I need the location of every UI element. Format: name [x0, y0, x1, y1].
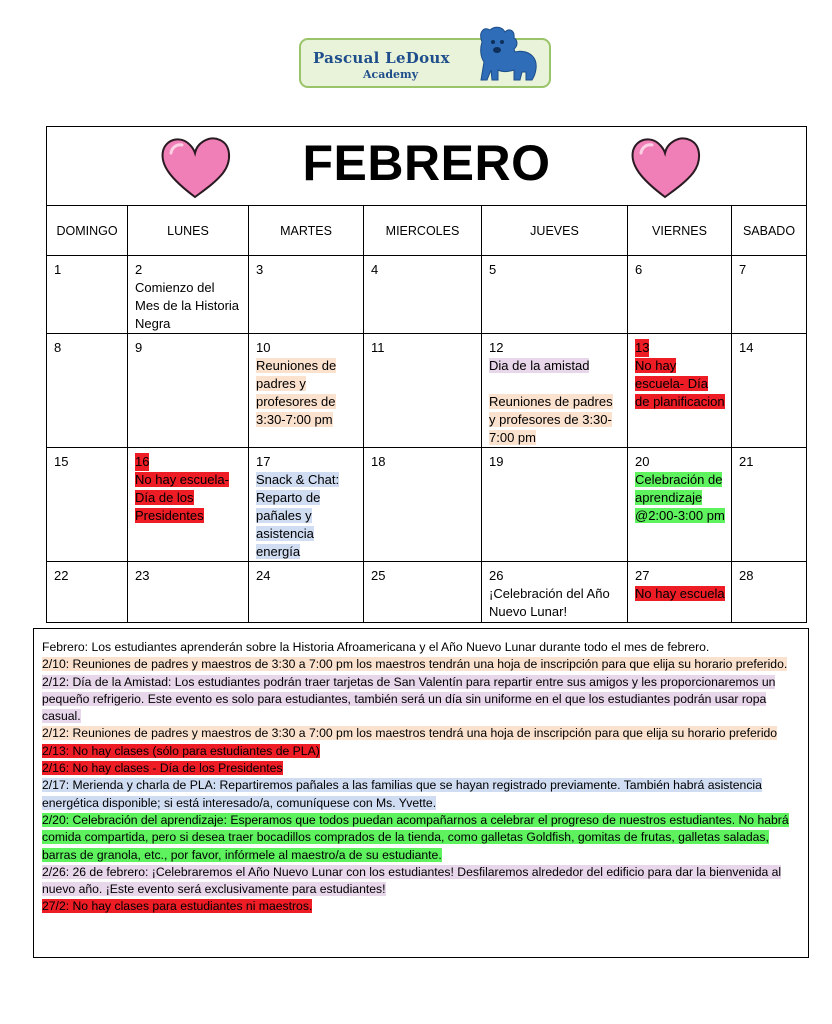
calendar-week-row [47, 256, 807, 334]
calendar-day-cell [628, 448, 732, 562]
note-line [42, 812, 800, 864]
day-number: 6 [635, 262, 643, 277]
day-number: 8 [54, 340, 62, 355]
day-number: 12 [489, 340, 504, 355]
calendar-day-cell [128, 334, 249, 448]
note-line [42, 898, 800, 915]
calendar-day-cell [482, 256, 628, 334]
weekday-header: SABADO [732, 206, 807, 256]
weekday-header: MIERCOLES [364, 206, 482, 256]
dog-icon [472, 22, 542, 84]
calendar-event: Celebración de aprendizaje @2:00-3:00 pm [635, 472, 725, 523]
notes-box [33, 628, 809, 958]
day-number: 24 [256, 568, 271, 583]
day-number: 20 [635, 454, 650, 469]
day-number: 9 [135, 340, 143, 355]
calendar-event: Comienzo del Mes de la Historia Negra [135, 280, 240, 331]
calendar-day-cell [249, 562, 364, 623]
calendar-event: Dia de la amistad [489, 358, 590, 373]
weekday-header: DOMINGO [47, 206, 128, 256]
logo-academy: Academy [363, 68, 419, 81]
day-number: 3 [256, 262, 264, 277]
heart-icon [627, 133, 703, 201]
calendar-day-cell [732, 448, 807, 562]
day-number: 7 [739, 262, 747, 277]
day-number: 13 [635, 340, 650, 355]
day-number: 5 [489, 262, 497, 277]
day-number: 28 [739, 568, 754, 583]
note-text: 2/16: No hay clases - Día de los Presidentes [42, 761, 283, 776]
day-number: 23 [135, 568, 150, 583]
weekday-header: VIERNES [628, 206, 732, 256]
calendar-day-cell [482, 448, 628, 562]
calendar-event: No hay escuela- Día de planificacion [635, 358, 725, 409]
weekday-header: MARTES [249, 206, 364, 256]
day-number: 11 [371, 340, 385, 355]
day-number: 22 [54, 568, 69, 583]
weekday-header-row [47, 206, 807, 256]
calendar-day-cell [128, 448, 249, 562]
day-number: 2 [135, 262, 143, 277]
day-number: 21 [739, 454, 754, 469]
calendar-event: Reuniones de padres y profesores de 3:30-7:00 pm [256, 358, 337, 427]
calendar-week-row [47, 334, 807, 448]
calendar-day-cell [47, 562, 128, 623]
calendar-day-cell [249, 334, 364, 448]
calendar-day-cell [364, 562, 482, 623]
day-number: 1 [54, 262, 62, 277]
calendar-day-cell [628, 334, 732, 448]
day-number: 15 [54, 454, 69, 469]
calendar-day-cell [732, 334, 807, 448]
calendar-day-cell [47, 256, 128, 334]
day-number: 25 [371, 568, 386, 583]
calendar-day-cell [628, 562, 732, 623]
calendar-day-cell [482, 334, 628, 448]
heart-icon [157, 133, 233, 201]
day-number: 27 [635, 568, 650, 583]
note-line [42, 777, 800, 812]
calendar-day-cell [249, 448, 364, 562]
day-number: 17 [256, 454, 271, 469]
calendar-title-cell [47, 127, 807, 206]
note-line [42, 725, 800, 742]
note-text: 2/10: Reuniones de padres y maestros de 3:30 a 7:00 pm los maestros tendrán una hoja de inscripción para que elija su horario preferido. [42, 657, 788, 672]
weekday-header: JUEVES [482, 206, 628, 256]
note-text: 2/26: 26 de febrero: ¡Celebraremos el Año Nuevo Lunar con los estudiantes! Desfilaremos alrededor del edificio para dar la bienvenida al nuevo año. ¡Este evento será exclusivamente para estudiantes! [42, 864, 782, 897]
calendar-month-title: FEBRERO [302, 134, 551, 191]
note-line [42, 639, 800, 656]
calendar-day-cell [364, 334, 482, 448]
day-number: 16 [135, 454, 150, 469]
note-line [42, 656, 800, 673]
calendar-day-cell [249, 256, 364, 334]
note-text: 27/2: No hay clases para estudiantes ni maestros. [42, 899, 313, 914]
note-line [42, 864, 800, 899]
day-number: 4 [371, 262, 379, 277]
day-number: 19 [489, 454, 504, 469]
note-text: 2/17: Merienda y charla de PLA: Repartiremos pañales a las familias que se hayan registrado previamente. También habrá asistencia energética disponible; si está interesado/a, comuníquese con Ms. Yvette. [42, 778, 762, 810]
calendar-day-cell [47, 448, 128, 562]
calendar-event: ¡Celebración del Año Nuevo Lunar! [489, 586, 610, 619]
day-number: 26 [489, 568, 504, 583]
day-number: 18 [371, 454, 386, 469]
note-line [42, 674, 800, 726]
day-number: 10 [256, 340, 271, 355]
logo-school-name: Pascual LeDoux [313, 49, 450, 67]
calendar-event: Snack & Chat: Reparto de pañales y asistencia energía [256, 472, 340, 559]
note-text: 2/12: Reuniones de padres y maestros de 3:30 a 7:00 pm los maestros tendrá una hoja de inscripción para que elija su horario preferido [42, 726, 778, 741]
day-number: 14 [739, 340, 754, 355]
note-line [42, 760, 800, 777]
calendar-day-cell [628, 256, 732, 334]
note-line [42, 743, 800, 760]
calendar-week-row [47, 562, 807, 623]
note-text: 2/20: Celebración del aprendizaje: Esperamos que todos puedan acompañarnos a celebrar el progreso de nuestros estudiantes. No habrá comida compartida, pero si desea traer bocadillos comprados de la tienda, como galletas Goldfish, gomitas de frutas, galletas saladas, barras de granola, etc., por favor, infórmele al maestro/a de su estudiante. [42, 812, 789, 862]
calendar-event: No hay escuela- Día de los Presidentes [135, 472, 229, 523]
note-text: 2/12: Día de la Amistad: Los estudiantes podrán traer tarjetas de San Valentín para repartir entre sus amigos y les proporcionaremos un pequeño refrigerio. Este evento es solo para estudiantes, también será un día sin uniforme en el que los estudiantes podrán usar ropa casual. [42, 674, 776, 724]
calendar-day-cell [47, 334, 128, 448]
calendar-day-cell [732, 256, 807, 334]
calendar-day-cell [482, 562, 628, 623]
calendar-day-cell [128, 562, 249, 623]
calendar-day-cell [364, 256, 482, 334]
calendar-event: No hay escuela [635, 586, 725, 601]
calendar-table [46, 126, 807, 623]
calendar-day-cell [732, 562, 807, 623]
note-text: Febrero: Los estudiantes aprenderán sobre la Historia Afroamericana y el Año Nuevo Lunar durante todo el mes de febrero. [42, 640, 710, 654]
note-text: 2/13: No hay clases (sólo para estudiantes de PLA) [42, 743, 320, 758]
calendar-week-row [47, 448, 807, 562]
calendar-day-cell [128, 256, 249, 334]
calendar-event: Reuniones de padres y profesores de 3:30-7:00 pm [489, 394, 613, 445]
calendar-day-cell [364, 448, 482, 562]
weekday-header: LUNES [128, 206, 249, 256]
